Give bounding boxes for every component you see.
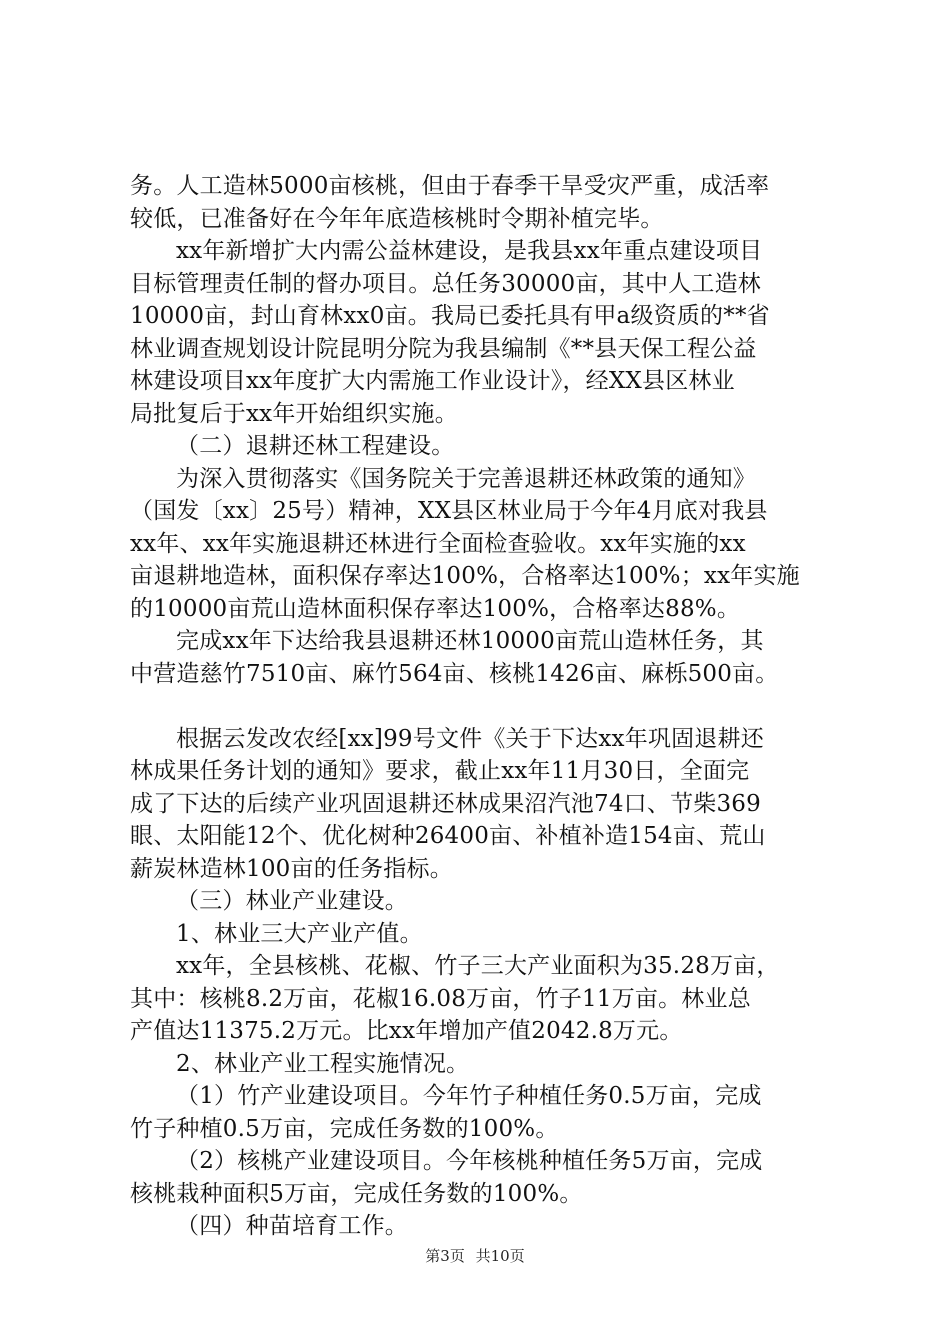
text-line: 2、林业产业工程实施情况。 — [176, 1050, 470, 1077]
text-line: （1）竹产业建设项目。今年竹子种植任务0.5万亩，完成 — [176, 1083, 762, 1109]
text-line: （二）退耕还林工程建设。 — [176, 433, 455, 459]
text-line: 中营造慈竹7510亩、麻竹564亩、核桃1426亩、麻栎500亩。 — [130, 660, 779, 687]
text-line: 林建设项目xx年度扩大内需施工作业设计》，经XX县区林业 — [130, 368, 735, 394]
text-line: （国发〔xx〕25号）精神，XX县区林业局于今年4月底对我县 — [130, 498, 768, 524]
text-line: xx年、xx年实施退耕还林进行全面检查验收。xx年实施的xx — [130, 530, 746, 557]
text-line: 产值达11375.2万元。比xx年增加产值2042.8万元。 — [130, 1018, 683, 1044]
text-line: （三）林业产业建设。 — [176, 888, 408, 914]
document-body — [130, 170, 830, 1243]
blank-line — [130, 690, 830, 723]
text-line: 为深入贯彻落实《国务院关于完善退耕还林政策的通知》 — [176, 465, 756, 492]
text-line: 10000亩，封山育林xx0亩。我局已委托具有甲a级资质的**省 — [130, 303, 770, 329]
text-line: 眼、太阳能12个、优化树种26400亩、补植补造154亩、荒山 — [130, 823, 766, 849]
page-total: 共10页 — [475, 1247, 525, 1265]
text-line: 根据云发改农经[xx]99号文件《关于下达xx年巩固退耕还 — [176, 725, 764, 752]
text-line: （四）种苗培育工作。 — [176, 1213, 408, 1239]
text-line: 亩退耕地造林，面积保存率达100%，合格率达100%；xx年实施 — [130, 563, 800, 589]
text-line: 务。人工造林5000亩核桃，但由于春季干旱受灾严重，成活率 — [130, 173, 770, 199]
text-line: 目标管理责任制的督办项目。总任务30000亩，其中人工造林 — [130, 270, 761, 297]
text-line: 薪炭林造林100亩的任务指标。 — [130, 855, 453, 882]
page-number: 第3页 — [425, 1247, 465, 1265]
text-line: 1、林业三大产业产值。 — [176, 920, 423, 947]
text-line: 林成果任务计划的通知》要求，截止xx年11月30日，全面完 — [130, 758, 750, 784]
text-line: 成了下达的后续产业巩固退耕还林成果沼汽池74口、节柴369 — [130, 790, 761, 817]
page-footer — [0, 1246, 950, 1266]
text-line: 林业调查规划设计院昆明分院为我县编制《**县天保工程公益 — [130, 335, 757, 362]
text-line: xx年，全县核桃、花椒、竹子三大产业面积为35.28万亩， — [176, 953, 780, 979]
text-line: 竹子种植0.5万亩，完成任务数的100%。 — [130, 1115, 559, 1142]
text-line: xx年新增扩大内需公益林建设，是我县xx年重点建设项目 — [176, 238, 763, 264]
text-line: 局批复后于xx年开始组织实施。 — [130, 400, 458, 427]
text-line: 完成xx年下达给我县退耕还林10000亩荒山造林任务，其 — [176, 628, 764, 654]
text-line: 其中：核桃8.2万亩，花椒16.08万亩，竹子11万亩。林业总 — [130, 985, 751, 1012]
text-line: 的10000亩荒山造林面积保存率达100%，合格率达88%。 — [130, 595, 741, 622]
text-line: 较低，已准备好在今年年底造核桃时令期补植完毕。 — [130, 205, 664, 232]
text-line: （2）核桃产业建设项目。今年核桃种植任务5万亩，完成 — [176, 1148, 763, 1174]
text-line: 核桃栽种面积5万亩，完成任务数的100%。 — [130, 1180, 583, 1207]
